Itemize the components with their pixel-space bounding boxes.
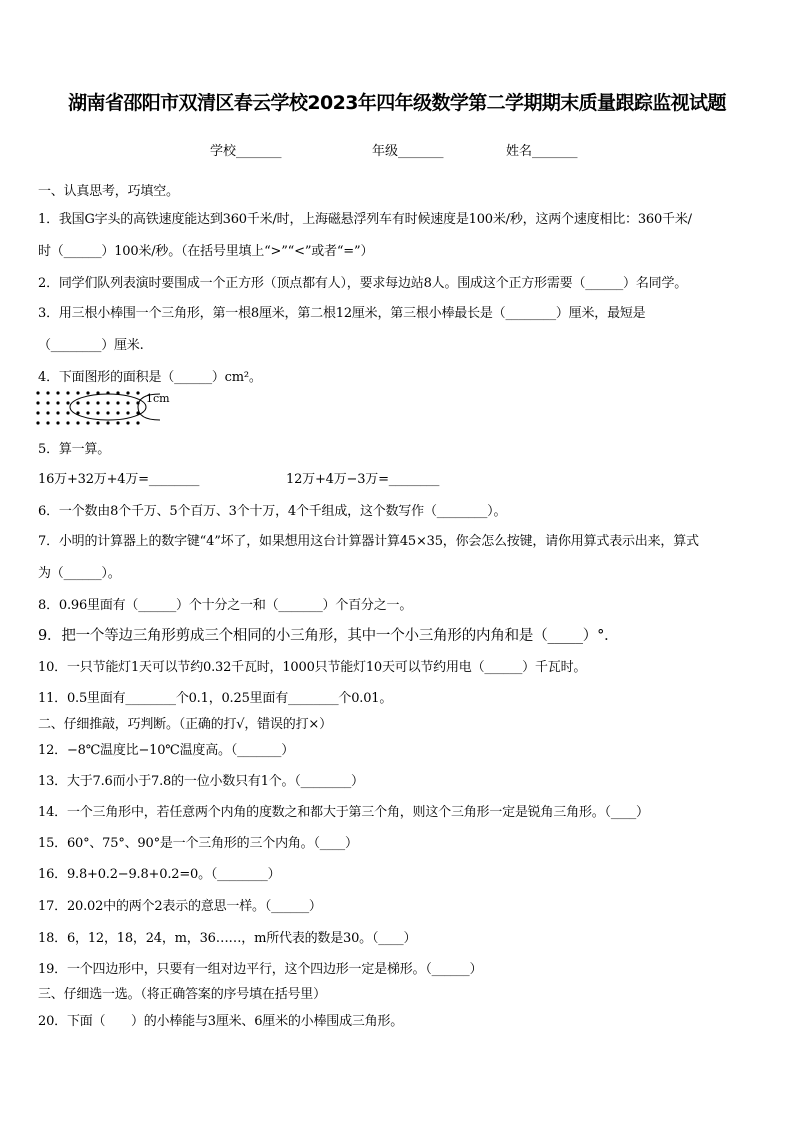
unit-label: 1cm	[146, 392, 170, 405]
grid-dot	[116, 401, 119, 404]
grid-dot	[126, 391, 129, 394]
section-3-heading: 三、仔细选一选。（将正确答案的序号填在括号里）	[38, 987, 326, 1002]
grid-dot	[106, 401, 109, 404]
grid-dot	[126, 421, 129, 424]
grid-dot	[66, 421, 69, 424]
grid-dot	[56, 411, 59, 414]
question-1-cont: 时（______）100米/秒。（在括号里填上“>”“<”或者“=”）	[38, 244, 374, 259]
question-5-expr-a: 16万+32万+4万=________	[38, 472, 200, 487]
section-2-heading: 二、仔细推敲，巧判断。（正确的打√，错误的打×）	[38, 717, 332, 732]
page-title: 湖南省邵阳市双清区春云学校2023年四年级数学第二学期期末质量跟踪监视试题	[68, 92, 726, 114]
grid-dot	[86, 421, 89, 424]
question-8: 8．0.96里面有（______）个十分之一和（_______）个百分之一。	[38, 598, 413, 613]
section-1-heading: 一、认真思考，巧填空。	[38, 184, 179, 199]
question-4: 4．下面图形的面积是（______）cm²。	[38, 370, 262, 385]
grid-dot	[76, 421, 79, 424]
school-field: 学校_______	[210, 144, 282, 159]
question-3: 3．用三根小棒围一个三角形，第一根8厘米，第二根12厘米，第三根小棒最长是（________）厘米，最短是	[38, 306, 646, 321]
grid-dot	[46, 421, 49, 424]
question-9: 9．把一个等边三角形剪成三个相同的小三角形，其中一个小三角形的内角和是（_____）°．	[38, 628, 619, 644]
question-19: 19．一个四边形中，只要有一组对边平行，这个四边形一定是梯形。（______）	[38, 962, 483, 977]
grid-dot	[106, 421, 109, 424]
question-16: 16．9.8+0.2−9.8+0.2=0。（________）	[38, 867, 281, 882]
grid-dot	[56, 391, 59, 394]
grid-dot	[136, 421, 139, 424]
question-7-cont: 为（______）。	[38, 566, 121, 581]
grid-dot	[66, 401, 69, 404]
grid-dot	[66, 391, 69, 394]
question-7: 7．小明的计算器上的数字键“4”坏了，如果想用这台计算器计算45×35，你会怎么按键，请你用算式表示出来，算式	[38, 534, 699, 549]
grid-dot	[36, 391, 39, 394]
question-13: 13．大于7.6而小于7.8的一位小数只有1个。（________）	[38, 774, 364, 789]
question-3-cont: （________）厘米.	[38, 338, 144, 353]
grid-dot	[86, 401, 89, 404]
question-5: 5．算一算。	[38, 442, 111, 457]
grid-dot	[116, 421, 119, 424]
grid-dot	[76, 401, 79, 404]
grid-dot	[126, 411, 129, 414]
grid-dot	[46, 401, 49, 404]
question-5-expr-b: 12万+4万−3万=________	[286, 472, 440, 487]
question-1: 1．我国G字头的高铁速度能达到360千米/时，上海磁悬浮列车有时候速度是100米/秒，这两个速度相比：360千米/	[38, 212, 692, 227]
question-20: 20．下面（ ）的小棒能与3厘米、6厘米的小棒围成三角形。	[38, 1014, 404, 1029]
question-10: 10．一只节能灯1天可以节约0.32千瓦时，1000只节能灯10天可以节约用电（______）千瓦时。	[38, 660, 587, 675]
dot-grid-figure	[34, 389, 184, 427]
question-18: 18．6，12，18，24，m，36……，m所代表的数是30。（____）	[38, 931, 417, 946]
grid-dot	[86, 411, 89, 414]
grade-field: 年级_______	[372, 144, 444, 159]
grid-dot	[136, 391, 139, 394]
grid-dot	[46, 411, 49, 414]
question-15: 15．60°、75°、90°是一个三角形的三个内角。（____）	[38, 836, 358, 851]
grid-dot	[36, 411, 39, 414]
grid-dot	[96, 401, 99, 404]
grid-dot	[56, 401, 59, 404]
grid-dot	[66, 411, 69, 414]
grid-dot	[126, 401, 129, 404]
grid-dot	[76, 391, 79, 394]
grid-dot	[46, 391, 49, 394]
question-12: 12．−8℃温度比−10℃温度高。（_______）	[38, 743, 295, 758]
grid-dot	[116, 411, 119, 414]
grid-dot	[36, 401, 39, 404]
question-6: 6．一个数由8个千万、5个百万、3个十万，4个千组成，这个数写作（________）。	[38, 504, 507, 519]
name-field: 姓名_______	[506, 144, 578, 159]
grid-dot	[86, 391, 89, 394]
question-17: 17．20.02中的两个2表示的意思一样。（______）	[38, 899, 322, 914]
grid-dot	[106, 411, 109, 414]
grid-dot	[56, 421, 59, 424]
grid-dot	[96, 421, 99, 424]
question-2: 2．同学们队列表演时要围成一个正方形（顶点都有人），要求每边站8人。围成这个正方形需要（______）名同学。	[38, 276, 688, 291]
question-11: 11．0.5里面有________个0.1，0.25里面有________个0.01。	[38, 691, 393, 706]
question-14: 14．一个三角形中，若任意两个内角的度数之和都大于第三个角，则这个三角形一定是锐角三角形。（____）	[38, 805, 649, 820]
grid-dot	[36, 421, 39, 424]
grid-dot	[96, 411, 99, 414]
